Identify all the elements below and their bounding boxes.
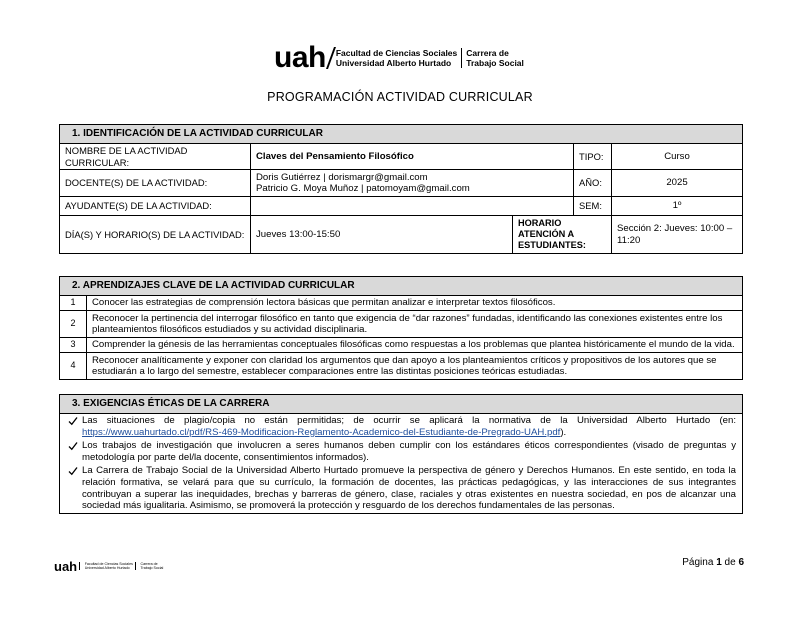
- docente-2: Patricio G. Moya Muñoz | patomoyam@gmail.com: [256, 183, 470, 194]
- list-item: Los trabajos de investigación que involucren a seres humanos deben cumplir con los estándares éticos correspondientes (visado de preguntas y metodología por parte del/la docente, consentimientos informados).: [60, 439, 742, 464]
- table-row: [60, 338, 743, 353]
- anio-value: 2025: [612, 170, 743, 197]
- list-item: Las situaciones de plagio/copia no están permitidas; de ocurrir se aplicará la normativa de la Universidad Alberto Hurtado (en: https://www.uahurtado.cl/pdf/RS-469-Modificacion-Reglamento-Academico-del-Estudiante-de-Pregrado-UAH.pdf).: [60, 414, 742, 439]
- logo-career: Carrera de Trabajo Social: [466, 48, 524, 68]
- document-title: PROGRAMACIÓN ACTIVIDAD CURRICULAR: [267, 90, 533, 104]
- item-number: 4: [60, 353, 87, 380]
- check-icon: [68, 466, 78, 476]
- logo-divider: [461, 48, 462, 68]
- learning-table: [59, 276, 743, 380]
- item-text: Comprender la génesis de las herramientas conceptuales filosóficas como respuestas a los problemas que plantea históricamente el mundo de la vida.: [87, 338, 743, 353]
- tipo-value: Curso: [612, 144, 743, 170]
- dias-value: Jueves 13:00-15:50: [251, 216, 513, 254]
- identification-table: [59, 124, 743, 254]
- check-icon: [68, 441, 78, 451]
- item-text: Conocer las estrategias de comprensión lectora básicas que permitan analizar e interpretar textos filosóficos.: [87, 296, 743, 311]
- table-row: [60, 296, 743, 311]
- sem-value: 1º: [612, 197, 743, 216]
- reglamento-link[interactable]: https://www.uahurtado.cl/pdf/RS-469-Modificacion-Reglamento-Academico-del-Estudiante-de-Pregrado-UAH.pdf: [82, 426, 561, 438]
- horario-label: HORARIO ATENCIÓN A ESTUDIANTES:: [513, 216, 612, 254]
- dias-label: DÍA(S) Y HORARIO(S) DE LA ACTIVIDAD:: [60, 216, 251, 254]
- item-number: 1: [60, 296, 87, 311]
- logo-slash: [326, 47, 336, 69]
- anio-label: AÑO:: [574, 170, 612, 197]
- docente-1: Doris Gutiérrez | dorismargr@gmail.com: [256, 171, 428, 183]
- item-number: 3: [60, 338, 87, 353]
- list-item: La Carrera de Trabajo Social de la Universidad Alberto Hurtado promueve la perspectiva de género y Derechos Humanos. En este sentido, en toda la relación formativa, se velará para que su currículo, la formación de docentes, las prácticas pedagógicas, y las interacciones de sus integrantes contribuyan a superar las inequidades, brechas y barreras de género, clase, raciales y otras existentes en nuestra sociedad, en pos de alcanzar una sociedad más igualitaria. Asimismo, se promoverá la protección y resguardo de los derechos fundamentales de las personas.: [60, 464, 742, 512]
- tipo-label: TIPO:: [574, 144, 612, 170]
- item-number: 2: [60, 311, 87, 338]
- docentes-label: DOCENTE(S) DE LA ACTIVIDAD:: [60, 170, 251, 197]
- footer-logo: uah Facultad de Ciencias Sociales Universidad Alberto Hurtado Carrera de Trabajo Social: [54, 558, 164, 574]
- table-row: [60, 353, 743, 380]
- item-text: Reconocer analíticamente y exponer con claridad los argumentos que dan apoyo a los planteamientos críticos y propositivos de los autores que se estudiarán a lo largo del semestre, establecer comparaciones entre las distintas posiciones teóricas estudiadas.: [87, 353, 743, 380]
- check-icon: [68, 416, 78, 426]
- item-text: Reconocer la pertinencia del interrogar filosófico en tanto que exigencia de “dar razones” fundadas, identificando las conexiones existentes entre los planteamientos filosóficos estudiados y su actividad disciplinaria.: [87, 311, 743, 338]
- ayudantes-label: AYUDANTE(S) DE LA ACTIVIDAD:: [60, 197, 251, 216]
- nombre-value: Claves del Pensamiento Filosófico: [251, 144, 574, 170]
- table-row: [60, 311, 743, 338]
- university-logo: [274, 41, 524, 74]
- ethics-list: [60, 414, 743, 514]
- section-1-title: 1. IDENTIFICACIÓN DE LA ACTIVIDAD CURRICULAR: [60, 125, 743, 144]
- ethics-table: [59, 394, 743, 514]
- docentes-value: [251, 170, 574, 197]
- horario-value: Sección 2: Jueves: 10:00 – 11:20: [612, 216, 743, 254]
- ayudantes-value: [251, 197, 574, 216]
- logo-mark: uah: [274, 41, 326, 74]
- sem-label: SEM:: [574, 197, 612, 216]
- logo-faculty: Facultad de Ciencias Sociales Universidad Alberto Hurtado: [335, 48, 458, 68]
- nombre-label: NOMBRE DE LA ACTIVIDAD CURRICULAR:: [60, 144, 251, 170]
- section-3-title: 3. EXIGENCIAS ÉTICAS DE LA CARRERA: [60, 395, 743, 414]
- page-number: Página 1 de 6: [682, 557, 744, 568]
- section-2-title: 2. APRENDIZAJES CLAVE DE LA ACTIVIDAD CURRICULAR: [60, 277, 743, 296]
